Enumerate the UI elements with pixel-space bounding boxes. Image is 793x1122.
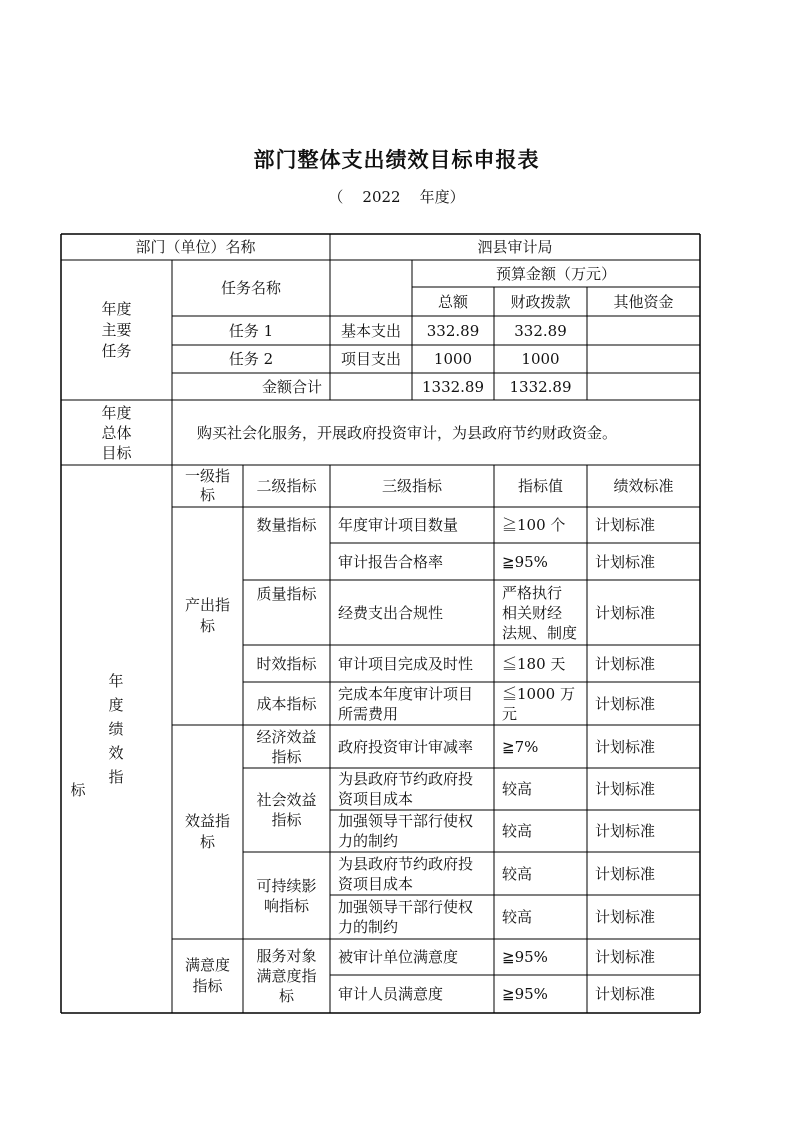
cell-line: 满意度 bbox=[184, 956, 230, 974]
dept-value: 泗县审计局 bbox=[477, 238, 553, 256]
cell-line: 年度 bbox=[101, 403, 132, 422]
indicator-value bbox=[494, 507, 587, 543]
cell-line: 被审计单位满意度 bbox=[338, 948, 459, 966]
cell-line: ≧95% bbox=[502, 948, 548, 966]
cell-line: 一级指 bbox=[184, 467, 230, 485]
sum-label: 金额合计 bbox=[261, 377, 322, 396]
cell-line: 资项目成本 bbox=[338, 790, 414, 808]
indicator-standard: 计划标准 bbox=[595, 516, 656, 534]
task-type: 基本支出 bbox=[340, 321, 401, 340]
cell-line: 年度 bbox=[101, 299, 132, 318]
cell-line: 政府投资审计审减率 bbox=[338, 737, 474, 756]
indicator-standard: 计划标准 bbox=[595, 654, 656, 673]
total-header: 总额 bbox=[437, 292, 468, 311]
indicator-name bbox=[330, 768, 494, 810]
cell-line: 时效指标 bbox=[256, 654, 317, 673]
level2-indicator bbox=[243, 939, 330, 1013]
level1-indicator bbox=[172, 939, 243, 1013]
cell-line: 法规、制度 bbox=[502, 623, 578, 642]
cell-line: 标 bbox=[199, 617, 215, 635]
overall-label bbox=[61, 400, 172, 465]
cell-line: 指 bbox=[108, 768, 124, 786]
cell-line: 审计人员满意度 bbox=[338, 985, 444, 1003]
indicator-standard: 计划标准 bbox=[595, 552, 656, 571]
cell-line: 年 bbox=[108, 672, 124, 690]
cell-line: 社会效益 bbox=[256, 791, 317, 809]
level1-header bbox=[172, 465, 243, 507]
indicator-name bbox=[330, 682, 494, 725]
cell-line: 为县政府节约政府投 bbox=[338, 770, 474, 788]
cell-line: 标 bbox=[278, 987, 294, 1005]
budget-header: 预算金额（万元） bbox=[495, 264, 616, 283]
cell-line: 效 bbox=[108, 744, 124, 762]
cell-line: 目标 bbox=[101, 443, 132, 462]
cell-line: ≧95% bbox=[502, 985, 548, 1003]
indicator-standard: 计划标准 bbox=[595, 908, 656, 926]
cell-line: 为县政府节约政府投 bbox=[338, 854, 474, 873]
indicator-value bbox=[494, 852, 587, 895]
level2-indicator bbox=[243, 725, 330, 768]
level2-header: 二级指标 bbox=[256, 477, 317, 495]
cell-line: ≧95% bbox=[502, 552, 548, 571]
task-type: 项目支出 bbox=[340, 350, 401, 368]
indicator-name bbox=[330, 852, 494, 895]
cell-line: 加强领导干部行使权 bbox=[338, 812, 474, 830]
task-name: 任务 1 bbox=[228, 321, 274, 340]
cell-line: 响指标 bbox=[263, 896, 309, 915]
level1-indicator bbox=[172, 507, 243, 725]
cell-line: 审计报告合格率 bbox=[338, 552, 444, 571]
cell-line: 质量指标 bbox=[256, 585, 317, 603]
task-name: 任务 2 bbox=[228, 350, 274, 368]
cell-line: 所需费用 bbox=[338, 704, 399, 723]
cell-line: 任务 bbox=[101, 341, 132, 360]
cell-line: 严格执行 bbox=[502, 583, 563, 602]
level2-indicator bbox=[243, 852, 330, 939]
indicator-standard: 计划标准 bbox=[595, 864, 656, 883]
indicator-standard: 计划标准 bbox=[595, 603, 656, 622]
task-total: 1000 bbox=[433, 350, 473, 368]
task-other bbox=[587, 345, 700, 373]
cell-line: 相关财经 bbox=[502, 603, 563, 622]
indicator-name bbox=[330, 725, 494, 768]
indicators-section-label-tail: 标 bbox=[70, 780, 86, 799]
cell-line: 绩 bbox=[108, 720, 124, 738]
indicator-value bbox=[494, 939, 587, 975]
cell-line: 服务对象 bbox=[256, 947, 317, 965]
cell-line: 指标 bbox=[192, 977, 223, 995]
form-year: （ 2022 年度） bbox=[328, 188, 465, 206]
level1-indicator bbox=[172, 725, 243, 939]
cell-line: 力的制约 bbox=[338, 918, 399, 936]
cell-line: 经济效益 bbox=[256, 727, 317, 746]
cell-line: 可持续影 bbox=[256, 876, 317, 895]
task-fiscal: 332.89 bbox=[514, 321, 567, 340]
level2-indicator bbox=[243, 768, 330, 852]
indicator-standard: 计划标准 bbox=[595, 822, 656, 840]
indicator-value bbox=[494, 810, 587, 852]
indicator-standard: 计划标准 bbox=[595, 694, 656, 713]
level2-indicator bbox=[243, 682, 330, 725]
indicator-value bbox=[494, 543, 587, 580]
task-fiscal: 1000 bbox=[521, 350, 560, 368]
indicator-value bbox=[494, 768, 587, 810]
cell-line: 主要 bbox=[101, 320, 132, 339]
indicator-name bbox=[330, 645, 494, 682]
indicator-value bbox=[494, 975, 587, 1013]
cell-line: 经费支出合规性 bbox=[338, 603, 444, 622]
indicator-name bbox=[330, 939, 494, 975]
indicator-standard: 计划标准 bbox=[595, 737, 656, 756]
other-header: 其他资金 bbox=[613, 292, 674, 311]
cell-line: 标 bbox=[199, 486, 215, 504]
cell-line: 满意度指 bbox=[256, 967, 317, 985]
cell-line: 年度审计项目数量 bbox=[338, 516, 459, 534]
task-total: 332.89 bbox=[426, 321, 480, 340]
indicator-name bbox=[330, 810, 494, 852]
cell-line: 成本指标 bbox=[256, 694, 317, 713]
cell-line: 总体 bbox=[101, 423, 132, 442]
indicator-value bbox=[494, 682, 587, 725]
cell-line: 产出指 bbox=[184, 596, 230, 614]
cell-line: 较高 bbox=[502, 864, 533, 883]
cell-line: 较高 bbox=[502, 780, 533, 798]
dept-label: 部门（单位）名称 bbox=[135, 238, 256, 256]
cell-line: 较高 bbox=[502, 908, 533, 926]
value-header: 指标值 bbox=[517, 477, 563, 495]
indicator-value bbox=[494, 895, 587, 939]
cell-line: 度 bbox=[108, 696, 124, 714]
cell-line: 加强领导干部行使权 bbox=[338, 898, 474, 916]
indicator-value bbox=[494, 580, 587, 645]
cell-line: 指标 bbox=[271, 747, 302, 766]
indicator-value bbox=[494, 645, 587, 682]
fiscal-header: 财政拨款 bbox=[510, 292, 571, 311]
cell-line: 较高 bbox=[502, 822, 533, 840]
tasks-section-label bbox=[61, 260, 172, 400]
indicator-name bbox=[330, 580, 494, 645]
indicators-section-label bbox=[80, 668, 152, 790]
standard-header: 绩效标准 bbox=[613, 477, 674, 495]
indicator-standard: 计划标准 bbox=[595, 985, 656, 1003]
level2-indicator bbox=[243, 543, 330, 645]
cell-line: 标 bbox=[199, 833, 215, 851]
indicator-standard: 计划标准 bbox=[595, 948, 656, 966]
cell-line: ≧100 个 bbox=[502, 516, 566, 534]
cell-line: 元 bbox=[502, 704, 518, 723]
level2-indicator bbox=[243, 507, 330, 543]
sum-fiscal: 1332.89 bbox=[509, 377, 572, 396]
cell-line: 力的制约 bbox=[338, 832, 399, 850]
cell-line: 审计项目完成及时性 bbox=[338, 654, 474, 673]
cell-line: ≦1000 万 bbox=[502, 684, 575, 703]
cell-line: 数量指标 bbox=[256, 516, 317, 534]
cell-line: 指标 bbox=[271, 811, 302, 829]
cell-line: 完成本年度审计项目 bbox=[338, 684, 474, 703]
indicator-value bbox=[494, 725, 587, 768]
cell-line: 资项目成本 bbox=[338, 874, 414, 893]
indicator-name bbox=[330, 895, 494, 939]
indicator-name bbox=[330, 543, 494, 580]
task-other bbox=[587, 316, 700, 345]
form-title: 部门整体支出绩效目标申报表 bbox=[253, 148, 540, 172]
indicator-standard: 计划标准 bbox=[595, 780, 656, 798]
level2-indicator bbox=[243, 645, 330, 682]
indicator-name bbox=[330, 975, 494, 1013]
task-name-header: 任务名称 bbox=[220, 279, 281, 297]
cell-line: ≧7% bbox=[502, 737, 539, 756]
indicator-name bbox=[330, 507, 494, 543]
cell-line: ≦180 天 bbox=[502, 654, 566, 673]
level3-header: 三级指标 bbox=[381, 477, 442, 495]
overall-text: 购买社会化服务，开展政府投资审计，为县政府节约财政资金。 bbox=[197, 423, 618, 442]
sum-total: 1332.89 bbox=[421, 377, 485, 396]
cell-line: 效益指 bbox=[184, 812, 230, 830]
